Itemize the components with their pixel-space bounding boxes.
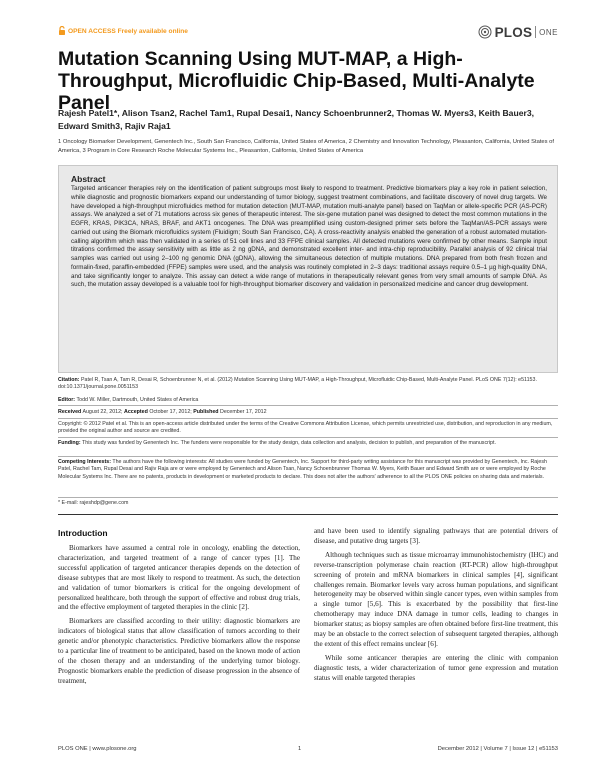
journal-header — [58, 22, 558, 44]
dates — [58, 409, 558, 416]
published-date: December 17, 2012 — [220, 409, 267, 415]
divider — [58, 418, 558, 419]
received-date: August 22, 2012; — [82, 409, 123, 415]
divider — [58, 437, 558, 438]
citation — [58, 377, 558, 392]
article-title: Mutation Scanning Using MUT-MAP, a High-Throughput, Microfluidic Chip-Based, Multi-Analyte Panel — [58, 48, 535, 114]
open-access-badge — [58, 26, 188, 35]
abstract-box — [58, 165, 558, 373]
abstract-heading: Abstract — [71, 174, 106, 184]
logo-divider — [535, 26, 536, 38]
editor — [58, 397, 558, 404]
received-label: Received — [58, 409, 82, 415]
author-list: Rajesh Patel1*, Alison Tsan2, Rachel Tam1, Rupal Desai1, Nancy Schoenbrunner2, Thomas W. Myers3, Keith Bauer3, Edward Smith3, Rajiv Raja1 — [58, 108, 534, 131]
competing-text: The authors have the following interests: All studies were funded by Genentech, Inc. Support for third-party writing assistance for this manuscript was provided by Genentech, Inc. Rajesh Patel, Rachel Tam, Rupal Desai and Rajiv Raja are or were employed by Genentech and Alison Tsan, Nancy Schoenbrunner Thomas W. Myers, Keith Bauer and Edward Smith are or were employed by Roche Molecular Systems Inc. There are no patents, products in development or marketed products to declare. This does not alter the authors' adherence to all the PLOS ONE policies on sharing data and materials. — [58, 459, 547, 480]
body-right-column — [314, 527, 558, 688]
plos-one-logo — [478, 22, 558, 42]
competing-interests — [58, 459, 558, 481]
published-label: Published — [193, 409, 219, 415]
funding-text: This study was funded by Genentech Inc. The funders were responsible for the study design, data collection and analysis, decision to publish, and preparation of the manuscript. — [82, 440, 496, 446]
plos-logo-icon — [478, 25, 492, 39]
open-access-text: OPEN ACCESS Freely available online — [68, 28, 188, 35]
abstract-text: Targeted anticancer therapies rely on the identification of patient subgroups most likely to respond to treatment. Predictive biomarkers play a key role in patient selection, while diagnostic and prognostic biomarkers expand our understanding of tumor biology, suggest treatment combinations, and facilitate discovery of novel drug targets. We have developed a high-throughput microfluidics method for mutation detection (MUT-MAP, mutation multi-analyte panel) based on TaqMan or allele-specific PCR (AS-PCR) assays. We analyzed a set of 71 mutations across six genes of therapeutic interest. The six-gene mutation panel was designed to detect the most common mutations in the EGFR, KRAS, PIK3CA, NRAS, BRAF, and AKT1 oncogenes. The DNA was preamplified using custom-designed primer sets before the TaqMan/AS-PCR assays were carried out using the Biomark microfluidics system (Fluidigm; South San Francisco, CA). A cross-reactivity analysis enabled the generation of a robust automated mutation-calling algorithm which was then validated in a series of 51 cell lines and 33 FFPE clinical samples. All detected mutations were confirmed by other means. Sample input titrations confirmed the assay sensitivity with as little as 2 ng gDNA, and demonstrated excellent inter- and intra-chip reproducibility. Parallel analysis of 92 clinical trial samples was carried out using 2–100 ng genomic DNA (gDNA), allowing the simultaneous detection of multiple mutations. DNA prepared from both fresh frozen and formalin-fixed, paraffin-embedded (FFPE) samples were used, and the analysis was routinely completed in 2–3 days: traditional assays require 0.5–1 µg high-quality DNA, and take significantly longer to analyze. This assay can detect a wide range of mutations in therapeutically relevant genes from very small amounts of sample DNA. As such, the mutation assay developed is a valuable tool for high-throughput biomarker discovery and validation in personalized medicine and cancer drug development. — [71, 185, 547, 289]
citation-label: Citation: — [58, 377, 80, 383]
corresponding-email: * E-mail: rajeshdp@gene.com — [58, 500, 129, 506]
body-paragraph: While some anticancer therapies are entering the clinic with companion diagnostic tests, a wider characterization of tumor gene expression and mutation status will enable targeted therapies — [314, 653, 558, 682]
plos-wordmark: PLOS — [494, 24, 533, 40]
divider — [58, 456, 558, 457]
funding-label: Funding: — [58, 440, 81, 446]
footer-issue: December 2012 | Volume 7 | Issue 12 | e51153 — [437, 746, 558, 752]
section-divider — [58, 514, 558, 515]
accepted-label: Accepted — [124, 409, 148, 415]
page-number: 1 — [298, 746, 302, 752]
body-paragraph: Biomarkers have assumed a central role in oncology, enabling the detection, characterization, and targeted treatment of a range of cancer types [1]. The successful application of targeted anticancer therapies depends on the detection of disease subtypes that are most likely to respond to treatment. As such, the detection and validation of tumor biomarkers is critical for the ongoing development of personalized healthcare, both through the support of effective and robust drug trials, and the effective employment of targeted therapies in the clinic [2]. — [58, 544, 300, 612]
body-paragraph: and have been used to identify signaling pathways that are potential drivers of disease, and putative drug targets [3]. — [314, 527, 558, 545]
accepted-date: October 17, 2012; — [149, 409, 192, 415]
footer-journal: PLOS ONE | www.plosone.org — [58, 746, 137, 752]
funding — [58, 440, 558, 447]
editor-text: Todd W. Miller, Dartmouth, United States of America — [76, 397, 199, 403]
divider — [58, 497, 558, 498]
one-wordmark: ONE — [539, 27, 558, 37]
body-paragraph: Biomarkers are classified according to their utility: diagnostic biomarkers are indicators of biological status that allow classification of tumors according to their genetic and/or phenotypic characteristics. Predictive biomarkers allow the response to a particular line of treatment to be anticipated, based on the known mode of action of the chosen therapy and an understanding of the underlying tumor biology. Prognostic biomarkers enable the prediction of disease progression in the absence of treatment, — [58, 617, 300, 685]
divider — [58, 405, 558, 406]
copyright: Copyright: © 2012 Patel et al. This is an open-access article distributed under the terms of the Creative Commons Attribution License, which permits unrestricted use, distribution, and reproduction in any medium, provided the original author and source are credited. — [58, 421, 553, 435]
competing-label: Competing Interests: — [58, 459, 111, 465]
affiliations: 1 Oncology Biomarker Development, Genentech Inc., South San Francisco, California, United States of America, 2 Chemistry and Innovation Technology, Pleasanton, California, United States of America, 3 Program in Core Research Roche Molecular Systems Inc., Pleasanton, California, United States of America — [58, 139, 555, 154]
editor-label: Editor: — [58, 397, 76, 403]
introduction-heading: Introduction — [58, 528, 108, 538]
body-left-column — [58, 544, 300, 691]
body-paragraph: Although techniques such as tissue microarray immunohistochemistry (IHC) and reverse-transcription polymerase chain reaction (RT-PCR) allow high-throughput screening of protein and mRNA biomarkers in clinical samples [4], significant challenges remain. Biomarker levels vary across human populations, and significant heterogeneity may be observed within single cancer types, even within samples from a single tumor [5,6]. This is exacerbated by the possibility that first-line chemotherapy may induce DNA damage in tumor cells, leading to changes in biomarker status; as biopsy samples are often obtained before first-line treatment, this may be an obstacle to the correct selection of subsequent targeted therapies, although the extent of this effect remains unclear [6]. — [314, 550, 558, 648]
open-lock-icon — [58, 26, 66, 35]
citation-text: Patel R, Tsan A, Tam R, Desai R, Schoenbrunner N, et al. (2012) Mutation Scanning Using MUT-MAP, a High-Throughput, Microfluidic Chip-Based, Multi-Analyte Panel. PLoS ONE 7(12): e51153. doi:10.1371/journal.pone.0051153 — [58, 377, 537, 391]
